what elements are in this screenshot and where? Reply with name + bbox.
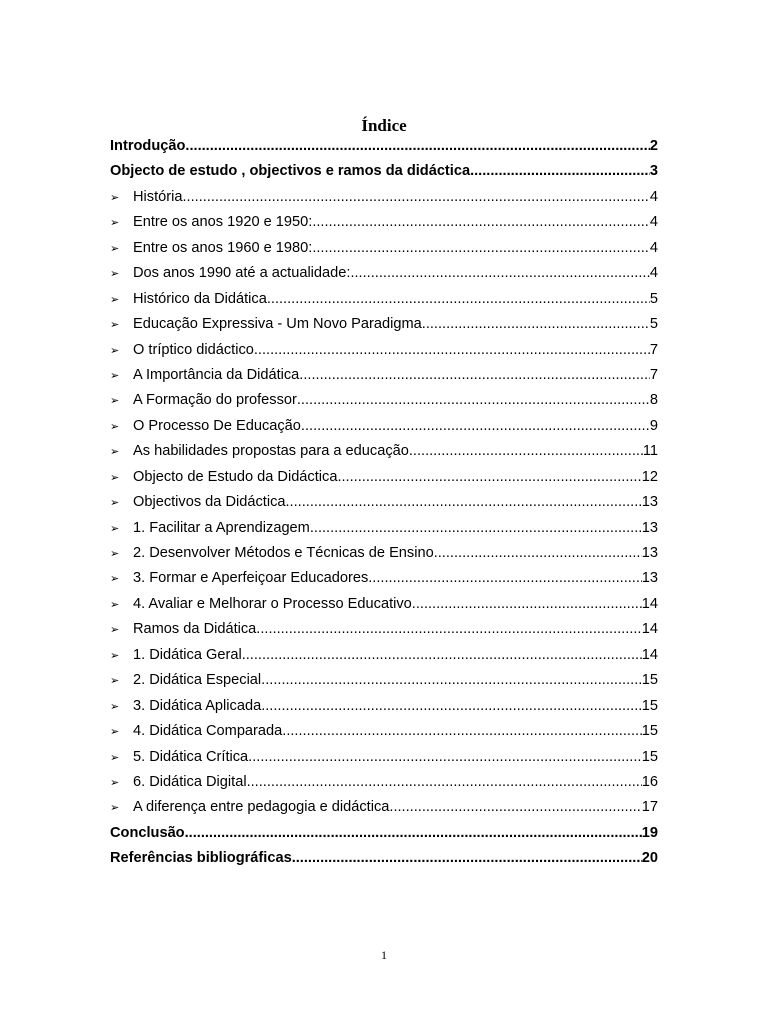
- toc-entry-label: Conclusão: [110, 824, 185, 841]
- dot-leader: [301, 414, 650, 439]
- toc-entry-page: 12: [641, 468, 658, 485]
- arrow-bullet-icon: ➢: [110, 547, 120, 560]
- toc-entry-page: 11: [642, 443, 658, 460]
- arrow-bullet-icon: ➢: [110, 725, 120, 739]
- dot-leader: [182, 185, 649, 210]
- toc-entry[interactable]: [110, 439, 658, 464]
- toc-entry-page: 15: [641, 748, 658, 765]
- toc-entry-label: Ramos da Didática: [133, 621, 257, 638]
- dot-leader: [312, 236, 650, 261]
- arrow-bullet-icon: ➢: [110, 368, 120, 382]
- toc-entry-label: Referências bibliográficas: [110, 850, 292, 867]
- arrow-bullet-icon: ➢: [110, 343, 120, 357]
- toc-entry[interactable]: [110, 159, 658, 184]
- toc-entry-label: A Importância da Didática: [133, 366, 300, 383]
- toc-entry-page: 13: [641, 494, 658, 511]
- arrow-bullet-icon: ➢: [110, 801, 120, 815]
- toc-entry-page: 17: [641, 799, 658, 816]
- arrow-bullet-icon: ➢: [110, 699, 120, 713]
- toc-entry-label: 5. Didática Crítica: [133, 748, 249, 765]
- toc-entry-page: 7: [649, 366, 658, 383]
- toc-entry[interactable]: [110, 643, 658, 668]
- toc-entry[interactable]: [110, 795, 658, 820]
- toc-entry-page: 4: [649, 265, 658, 282]
- toc-entry-label: Entre os anos 1960 e 1980:: [133, 239, 313, 256]
- arrow-bullet-icon: ➢: [110, 241, 120, 255]
- toc-entry-label: O tríptico didáctico: [133, 341, 254, 358]
- dot-leader: [242, 643, 642, 668]
- dot-leader: [261, 694, 642, 719]
- toc-entry-label: 6. Didática Digital: [133, 773, 247, 790]
- toc-entry-label: Educação Expressiva - Um Novo Paradigma: [133, 316, 422, 333]
- toc-entry[interactable]: [110, 134, 658, 159]
- toc-entry-page: 15: [641, 723, 658, 740]
- arrow-bullet-icon: ➢: [110, 445, 120, 459]
- dot-leader: [422, 312, 650, 337]
- dot-leader: [299, 363, 650, 388]
- toc-entry-page: 19: [641, 824, 658, 841]
- toc-entry-page: 8: [649, 392, 658, 409]
- toc-entry-label: 3. Didática Aplicada: [133, 697, 262, 714]
- arrow-bullet-icon: ➢: [110, 597, 120, 611]
- dot-leader: [267, 287, 650, 312]
- toc-entry-label: 3. Formar e Aperfeiçoar Educadores: [133, 570, 369, 587]
- toc-entry-label: Entre os anos 1920 e 1950:: [133, 214, 313, 231]
- toc-entry-page: 20: [641, 850, 658, 867]
- toc-entry[interactable]: [110, 261, 658, 286]
- toc-entry-label: 1. Facilitar a Aprendizagem: [133, 519, 310, 536]
- dot-leader: [412, 592, 642, 617]
- toc-entry-page: 9: [649, 417, 658, 434]
- arrow-bullet-icon: ➢: [110, 470, 120, 484]
- dot-leader: [248, 745, 642, 770]
- arrow-bullet-icon: ➢: [110, 318, 120, 332]
- toc-entry[interactable]: [110, 566, 658, 591]
- toc-entry-label: A Formação do professor: [133, 392, 297, 409]
- toc-entry-page: 7: [649, 341, 658, 358]
- arrow-bullet-icon: ➢: [110, 623, 120, 637]
- arrow-bullet-icon: ➢: [110, 775, 120, 789]
- toc-entry-page: 14: [641, 621, 658, 638]
- toc-entry-label: Objecto de Estudo da Didáctica: [133, 468, 338, 485]
- arrow-bullet-icon: ➢: [110, 674, 120, 688]
- toc-entry-page: 4: [649, 188, 658, 205]
- dot-leader: [297, 388, 650, 413]
- toc-entry[interactable]: [110, 770, 658, 795]
- toc-entry-page: 13: [641, 519, 658, 536]
- toc-entry-page: 13: [641, 570, 658, 587]
- arrow-bullet-icon: ➢: [110, 394, 120, 408]
- toc-entry-page: 16: [641, 773, 658, 790]
- toc-entry[interactable]: [110, 363, 658, 388]
- dot-leader: [337, 465, 641, 490]
- dot-leader: [389, 795, 641, 820]
- toc-entry-page: 4: [649, 239, 658, 256]
- arrow-bullet-icon: ➢: [110, 572, 120, 586]
- dot-leader: [292, 846, 642, 871]
- dot-leader: [434, 541, 642, 566]
- toc-entry-label: 2. Didática Especial: [133, 672, 262, 689]
- toc-entry[interactable]: [110, 490, 658, 515]
- toc-entry[interactable]: [110, 668, 658, 693]
- toc-entry[interactable]: [110, 846, 658, 871]
- toc-entry[interactable]: [110, 719, 658, 744]
- toc-entry[interactable]: [110, 414, 658, 439]
- toc-entry[interactable]: [110, 617, 658, 642]
- dot-leader: [256, 617, 641, 642]
- toc-entry-label: Objectivos da Didáctica: [133, 494, 286, 511]
- toc-entry[interactable]: [110, 745, 658, 770]
- toc-entry[interactable]: [110, 287, 658, 312]
- dot-leader: [470, 159, 650, 184]
- dot-leader: [312, 210, 650, 235]
- dot-leader: [185, 134, 649, 159]
- toc-entry-label: Histórico da Didática: [133, 290, 267, 307]
- arrow-bullet-icon: ➢: [110, 750, 120, 764]
- dot-leader: [282, 719, 642, 744]
- page-number: 1: [381, 948, 387, 962]
- toc-entry-page: 5: [649, 290, 658, 307]
- toc-entry-label: História: [133, 188, 183, 205]
- toc-entry-page: 13: [641, 545, 658, 561]
- dot-leader: [247, 770, 642, 795]
- arrow-bullet-icon: ➢: [110, 216, 120, 230]
- arrow-bullet-icon: ➢: [110, 648, 120, 662]
- toc-entry[interactable]: [110, 821, 658, 846]
- toc-entry[interactable]: [110, 592, 658, 617]
- toc-entry-page: 5: [649, 316, 658, 333]
- dot-leader: [409, 439, 643, 464]
- dot-leader: [185, 821, 642, 846]
- toc-entry-label: 4. Avaliar e Melhorar o Processo Educativo: [133, 595, 412, 612]
- toc-entry-page: 15: [641, 672, 658, 689]
- toc-entry-label: O Processo De Educação: [133, 417, 301, 434]
- toc-entry-label: 4. Didática Comparada: [133, 723, 283, 740]
- toc-entry-page: 4: [649, 214, 658, 231]
- toc-entry-page: 2: [649, 138, 658, 154]
- dot-leader: [350, 261, 649, 286]
- arrow-bullet-icon: ➢: [110, 292, 120, 306]
- toc-entry[interactable]: [110, 388, 658, 413]
- arrow-bullet-icon: ➢: [110, 190, 120, 204]
- toc-entry-label: A diferença entre pedagogia e didáctica: [133, 799, 390, 816]
- toc-entry-page: 15: [641, 697, 658, 714]
- dot-leader: [286, 490, 642, 515]
- table-of-contents: [110, 134, 658, 872]
- toc-entry-label: As habilidades propostas para a educação: [133, 443, 409, 460]
- page-title: Índice: [361, 116, 407, 135]
- dot-leader: [310, 516, 642, 541]
- arrow-bullet-icon: ➢: [110, 267, 120, 281]
- arrow-bullet-icon: ➢: [110, 496, 120, 510]
- toc-entry[interactable]: [110, 185, 658, 210]
- toc-entry[interactable]: [110, 312, 658, 337]
- toc-entry-label: Objecto de estudo , objectivos e ramos da didáctica: [110, 163, 471, 180]
- toc-entry-label: Introdução: [110, 138, 186, 154]
- toc-entry[interactable]: [110, 236, 658, 261]
- toc-entry-page: 14: [641, 646, 658, 663]
- toc-entry[interactable]: [110, 210, 658, 235]
- toc-entry[interactable]: [110, 338, 658, 363]
- arrow-bullet-icon: ➢: [110, 521, 120, 535]
- dot-leader: [368, 566, 642, 591]
- toc-entry-label: Dos anos 1990 até a actualidade:: [133, 265, 351, 282]
- toc-entry-page: 3: [649, 163, 658, 180]
- toc-entry-label: 2. Desenvolver Métodos e Técnicas de Ensino: [133, 545, 434, 561]
- toc-entry[interactable]: [110, 516, 658, 541]
- toc-entry-label: 1. Didática Geral: [133, 646, 242, 663]
- dot-leader: [261, 668, 642, 693]
- toc-entry[interactable]: [110, 465, 658, 490]
- dot-leader: [254, 338, 650, 363]
- toc-entry[interactable]: [110, 694, 658, 719]
- arrow-bullet-icon: ➢: [110, 419, 120, 433]
- toc-entry-page: 14: [641, 595, 658, 612]
- toc-entry[interactable]: [110, 541, 658, 566]
